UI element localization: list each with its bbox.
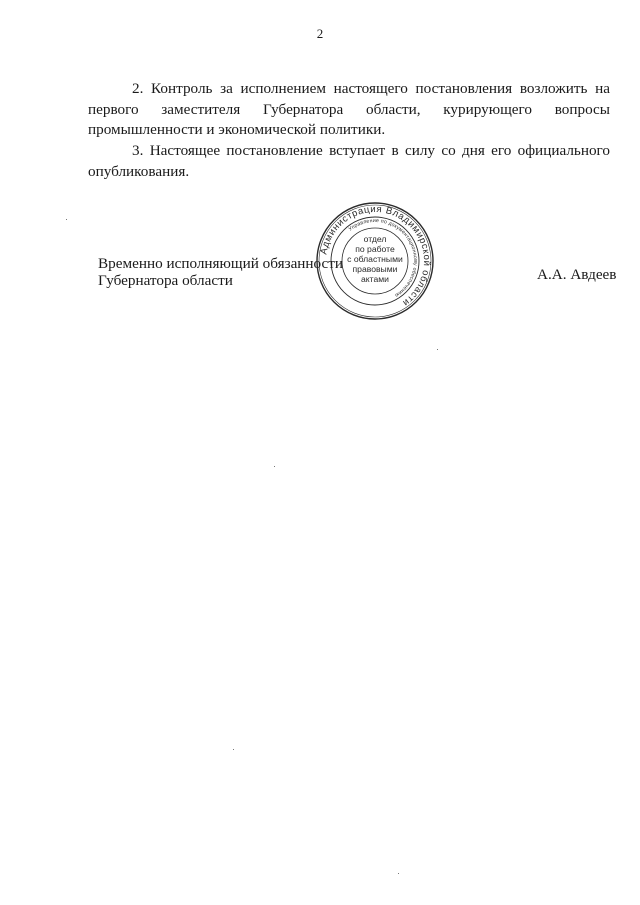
stamp-center-text bbox=[338, 234, 412, 284]
signatory-name: А.А. Авдеев bbox=[537, 266, 617, 283]
stamp-center-line: правовыми bbox=[352, 264, 398, 274]
scan-speck bbox=[398, 873, 399, 874]
page-number: 2 bbox=[316, 26, 324, 41]
scan-speck bbox=[233, 749, 234, 750]
scan-speck bbox=[274, 466, 275, 467]
scan-speck bbox=[66, 219, 67, 220]
scan-speck bbox=[437, 349, 438, 350]
paragraph-2: 2. Контроль за исполнением настоящего постановления возложить на первого заместителя Губернатора области, курирующего вопросы промышленности и экономической политики. bbox=[88, 80, 610, 138]
stamp-inner-text: Управление по документационному обеспечению bbox=[347, 217, 419, 299]
stamp-center-line: актами bbox=[361, 274, 389, 284]
paragraph-3: 3. Настоящее постановление вступает в силу со дня его официального опубликования. bbox=[88, 142, 610, 180]
signatory-title bbox=[98, 255, 343, 289]
signatory-title-line2: Губернатора области bbox=[98, 272, 233, 289]
stamp-center-line: отдел bbox=[363, 234, 387, 244]
stamp-outer-text: Администрация Владимирской области bbox=[318, 203, 433, 309]
stamp-center-line: по работе bbox=[355, 244, 395, 254]
stamp-center-line: с областными bbox=[347, 254, 403, 264]
signatory-title-line1: Временно исполняющий обязанности bbox=[98, 255, 344, 272]
